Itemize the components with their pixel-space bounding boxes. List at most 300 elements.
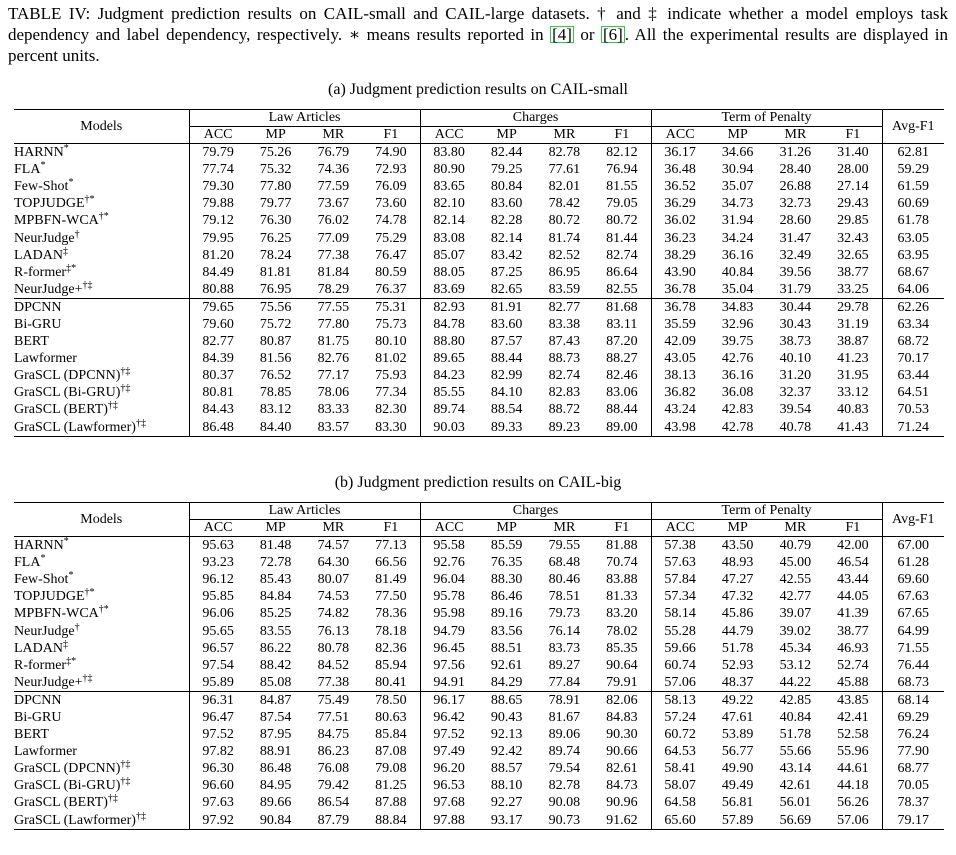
- metric-value: 31.95: [824, 367, 882, 384]
- metric-value: 82.10: [433, 196, 465, 212]
- table-row: [14, 195, 944, 212]
- metric-value: 58.41: [664, 761, 696, 777]
- model-name: [14, 333, 189, 350]
- metric-value: 87.25: [490, 264, 523, 280]
- metric-value: 43.90: [664, 264, 696, 280]
- header-metric-acc: ACC: [203, 127, 233, 142]
- metric-value: 80.88: [202, 281, 234, 297]
- model-name: [14, 709, 189, 726]
- model-name: [14, 195, 189, 212]
- metric-value: 55.96: [824, 743, 882, 760]
- header-metric-mr: MR: [784, 127, 807, 142]
- metric-value: 93.23: [202, 555, 234, 571]
- metric-value: 39.75: [721, 334, 754, 350]
- metric-value: 86.23: [317, 744, 350, 760]
- model-name-text: Bi-GRU: [14, 709, 62, 725]
- metric-value: 82.44: [478, 144, 536, 162]
- metric-value: 59.66: [664, 640, 696, 656]
- metric-value: 84.87: [247, 691, 305, 709]
- model-name-text: Few-Shot: [14, 179, 69, 195]
- metric-value: 76.35: [490, 555, 523, 571]
- metric-value: 96.45: [433, 640, 465, 656]
- metric-value: 88.44: [593, 401, 651, 418]
- model-name: [14, 144, 189, 162]
- metric-value: 32.96: [721, 316, 754, 332]
- metric-value: 33.12: [824, 384, 882, 401]
- metric-value: 86.95: [548, 264, 581, 280]
- metric-value: 44.18: [824, 777, 882, 794]
- metric-value: 70.05: [897, 778, 930, 794]
- metric-value: 97.52: [202, 727, 234, 743]
- metric-value: 59.29: [897, 162, 930, 178]
- metric-value: 75.26: [247, 144, 305, 162]
- metric-value: 38.77: [824, 622, 882, 639]
- metric-value: 76.44: [897, 657, 930, 673]
- metric-value: 39.07: [779, 606, 812, 622]
- table-row: [14, 333, 944, 350]
- metric-value: 30.94: [721, 162, 754, 178]
- metric-value: 84.73: [593, 777, 651, 794]
- metric-value: 78.42: [548, 196, 581, 212]
- metric-value: 53.89: [721, 727, 754, 743]
- model-name-text: GraSCL (Bi-GRU): [14, 385, 121, 401]
- metric-value: 97.49: [433, 744, 465, 760]
- metric-value: 55.66: [779, 744, 812, 760]
- metric-value: 83.60: [490, 316, 523, 332]
- table-row: [14, 161, 944, 178]
- table-row: [14, 657, 944, 674]
- metric-value: 52.93: [721, 657, 754, 673]
- metric-value: 95.89: [202, 674, 234, 690]
- table-row: [14, 726, 944, 743]
- metric-value: 45.86: [721, 606, 754, 622]
- metric-value: 87.95: [259, 727, 292, 743]
- model-dependency-mark: †*: [98, 604, 109, 616]
- metric-value: 80.63: [362, 709, 420, 726]
- metric-value: 29.43: [824, 195, 882, 212]
- metric-value: 97.68: [433, 795, 465, 811]
- model-name-text: DPCNN: [14, 299, 62, 315]
- results-table-cail-small: [14, 109, 944, 437]
- metric-value: 62.26: [882, 298, 944, 316]
- table-row: [14, 588, 944, 605]
- header-models: Models: [14, 503, 189, 537]
- metric-value: 97.52: [433, 727, 465, 743]
- table-row: [14, 537, 944, 555]
- metric-value: 79.60: [202, 316, 234, 332]
- model-dependency-mark: *: [68, 177, 74, 189]
- metric-value: 85.59: [478, 537, 536, 555]
- metric-value: 83.60: [490, 196, 523, 212]
- header-metric-f1: F1: [593, 520, 651, 537]
- model-name-text: MPBFN-WCA: [14, 606, 99, 622]
- metric-value: 43.50: [709, 537, 767, 555]
- metric-value: 83.88: [593, 571, 651, 588]
- metric-value: 77.84: [548, 674, 581, 690]
- metric-value: 96.20: [433, 761, 465, 777]
- header-metric-mr: MR: [553, 127, 576, 142]
- metric-value: 75.72: [259, 316, 292, 332]
- model-dependency-mark: †*: [84, 587, 95, 599]
- metric-value: 76.13: [317, 623, 350, 639]
- metric-value: 28.40: [779, 162, 812, 178]
- model-dependency-mark: *: [40, 553, 46, 565]
- metric-value: 29.85: [824, 212, 882, 229]
- metric-value: 31.94: [721, 213, 754, 229]
- metric-value: 76.02: [317, 213, 350, 229]
- metric-value: 77.74: [202, 162, 234, 178]
- metric-value: 83.42: [490, 247, 523, 263]
- metric-value: 64.58: [664, 795, 696, 811]
- metric-value: 87.54: [259, 709, 292, 725]
- metric-value: 78.02: [593, 622, 651, 639]
- metric-value: 89.33: [478, 419, 536, 437]
- metric-value: 81.91: [478, 298, 536, 316]
- metric-value: 95.63: [189, 537, 247, 555]
- metric-value: 88.91: [259, 744, 292, 760]
- metric-value: 49.90: [721, 761, 754, 777]
- metric-value: 75.56: [247, 298, 305, 316]
- metric-value: 90.73: [536, 812, 594, 830]
- metric-value: 88.30: [490, 572, 523, 588]
- metric-value: 58.07: [664, 778, 696, 794]
- metric-value: 31.79: [779, 281, 812, 297]
- metric-value: 84.84: [259, 589, 292, 605]
- model-dependency-mark: *: [68, 570, 74, 582]
- metric-value: 35.04: [721, 281, 754, 297]
- metric-value: 47.61: [721, 709, 754, 725]
- metric-value: 72.78: [259, 555, 292, 571]
- table-row: [14, 247, 944, 264]
- metric-value: 79.05: [593, 195, 651, 212]
- metric-value: 36.82: [664, 385, 696, 401]
- metric-value: 36.23: [664, 230, 696, 246]
- metric-value: 32.37: [779, 385, 812, 401]
- metric-value: 78.29: [317, 281, 350, 297]
- metric-value: 72.93: [362, 161, 420, 178]
- model-name: [14, 367, 189, 384]
- model-name-text: GraSCL (DPCNN): [14, 761, 121, 777]
- metric-value: 88.42: [259, 657, 292, 673]
- citation-link-4[interactable]: [4]: [552, 25, 572, 44]
- metric-value: 88.72: [548, 402, 581, 418]
- table-row: [14, 367, 944, 384]
- model-name: [14, 281, 189, 299]
- metric-value: 88.73: [548, 351, 581, 367]
- subtable-a-caption: (a) Judgment prediction results on CAIL-small: [328, 81, 628, 98]
- metric-value: 53.12: [779, 657, 812, 673]
- metric-value: 82.99: [490, 368, 523, 384]
- model-dependency-mark: †‡: [120, 383, 131, 395]
- model-dependency-mark: †‡: [135, 417, 146, 429]
- metric-value: 80.07: [317, 572, 350, 588]
- model-dependency-mark: †‡: [120, 366, 131, 378]
- metric-value: 79.30: [202, 179, 234, 195]
- metric-value: 87.20: [593, 333, 651, 350]
- metric-value: 96.17: [420, 691, 478, 709]
- model-name: [14, 760, 189, 777]
- metric-value: 79.55: [536, 537, 594, 555]
- metric-value: 81.56: [259, 351, 292, 367]
- metric-value: 76.47: [362, 247, 420, 264]
- metric-value: 43.98: [651, 419, 709, 437]
- model-name: [14, 298, 189, 316]
- metric-value: 57.84: [664, 572, 696, 588]
- metric-value: 88.51: [490, 640, 523, 656]
- model-name-text: R-former: [14, 264, 67, 280]
- metric-value: 90.66: [593, 743, 651, 760]
- table-row: [14, 691, 944, 709]
- metric-value: 75.93: [362, 367, 420, 384]
- header-models: Models: [14, 110, 189, 144]
- metric-value: 81.02: [362, 350, 420, 367]
- metric-value: 92.27: [490, 795, 523, 811]
- metric-value: 90.30: [593, 726, 651, 743]
- metric-value: 87.88: [362, 794, 420, 811]
- metric-value: 92.13: [490, 727, 523, 743]
- metric-value: 92.42: [490, 744, 523, 760]
- metric-value: 71.24: [882, 419, 944, 437]
- metric-value: 83.80: [420, 144, 478, 162]
- metric-value: 76.09: [362, 178, 420, 195]
- metric-value: 77.80: [259, 179, 292, 195]
- metric-value: 88.44: [490, 351, 523, 367]
- metric-value: 77.09: [317, 230, 350, 246]
- metric-value: 42.55: [779, 572, 812, 588]
- model-dependency-mark: †‡: [107, 400, 118, 412]
- metric-value: 36.08: [721, 385, 754, 401]
- metric-value: 76.95: [259, 281, 292, 297]
- metric-value: 82.76: [317, 351, 350, 367]
- metric-value: 56.77: [721, 744, 754, 760]
- metric-value: 82.74: [593, 247, 651, 264]
- metric-value: 38.87: [824, 333, 882, 350]
- metric-value: 51.78: [721, 640, 754, 656]
- metric-value: 79.79: [189, 144, 247, 162]
- table-row: [14, 760, 944, 777]
- metric-value: 30.43: [779, 316, 812, 332]
- table-row: [14, 212, 944, 229]
- metric-value: 57.63: [664, 555, 696, 571]
- metric-value: 68.73: [897, 674, 930, 690]
- metric-value: 86.54: [317, 795, 350, 811]
- metric-value: 83.33: [317, 402, 350, 418]
- metric-value: 95.65: [202, 623, 234, 639]
- metric-value: 77.34: [362, 384, 420, 401]
- header-group-1: Charges: [420, 110, 651, 127]
- metric-value: 82.77: [202, 334, 234, 350]
- metric-value: 76.37: [362, 281, 420, 299]
- model-name: [14, 161, 189, 178]
- metric-value: 79.42: [317, 778, 350, 794]
- metric-value: 64.30: [317, 555, 350, 571]
- metric-value: 63.44: [897, 368, 930, 384]
- header-metric-acc: ACC: [665, 127, 695, 142]
- metric-value: 80.37: [202, 368, 234, 384]
- model-name-text: MPBFN-WCA: [14, 213, 99, 229]
- table-row: [14, 401, 944, 418]
- metric-value: 29.78: [824, 298, 882, 316]
- metric-value: 57.06: [824, 812, 882, 830]
- metric-value: 80.87: [259, 334, 292, 350]
- metric-value: 35.07: [721, 179, 754, 195]
- metric-value: 96.30: [202, 761, 234, 777]
- metric-value: 79.77: [259, 196, 292, 212]
- model-dependency-mark: *: [63, 143, 69, 155]
- metric-value: 32.49: [779, 247, 812, 263]
- metric-value: 97.88: [420, 812, 478, 830]
- model-name: [14, 640, 189, 657]
- metric-value: 89.65: [433, 351, 465, 367]
- metric-value: 36.02: [664, 213, 696, 229]
- metric-value: 49.22: [709, 691, 767, 709]
- metric-value: 79.17: [882, 812, 944, 830]
- metric-value: 67.00: [882, 537, 944, 555]
- metric-value: 79.54: [548, 761, 581, 777]
- metric-value: 40.83: [824, 401, 882, 418]
- metric-value: 82.30: [362, 401, 420, 418]
- header-group-2: Term of Penalty: [651, 503, 882, 520]
- metric-value: 80.84: [490, 179, 523, 195]
- metric-value: 47.27: [721, 572, 754, 588]
- metric-value: 39.54: [779, 402, 812, 418]
- metric-value: 75.31: [362, 298, 420, 316]
- model-dependency-mark: †‡: [107, 793, 118, 805]
- header-group-2: Term of Penalty: [651, 110, 882, 127]
- model-name-text: GraSCL (BERT): [14, 795, 108, 811]
- metric-value: 41.23: [824, 350, 882, 367]
- metric-value: 78.50: [362, 691, 420, 709]
- model-name: [14, 691, 189, 709]
- metric-value: 84.78: [433, 316, 465, 332]
- metric-value: 82.14: [490, 230, 523, 246]
- metric-value: 69.60: [897, 572, 930, 588]
- table-caption: [8, 3, 948, 66]
- model-name: [14, 178, 189, 195]
- model-name-text: BERT: [14, 727, 49, 743]
- header-metric-f1: F1: [824, 520, 882, 537]
- metric-value: 69.29: [897, 709, 930, 725]
- metric-value: 45.00: [779, 555, 812, 571]
- model-name: [14, 743, 189, 760]
- table-row: [14, 316, 944, 333]
- metric-value: 84.52: [317, 657, 350, 673]
- table-row: [14, 777, 944, 794]
- metric-value: 64.51: [897, 385, 930, 401]
- metric-value: 84.43: [202, 402, 234, 418]
- metric-value: 70.74: [593, 554, 651, 571]
- metric-value: 96.06: [202, 606, 234, 622]
- metric-value: 75.73: [362, 316, 420, 333]
- model-name-text: LADAN: [14, 247, 63, 263]
- metric-value: 96.53: [433, 778, 465, 794]
- model-name: [14, 588, 189, 605]
- table-row: [14, 812, 944, 830]
- metric-value: 81.20: [202, 247, 234, 263]
- metric-value: 93.17: [478, 812, 536, 830]
- model-dependency-mark: †*: [98, 211, 109, 223]
- metric-value: 83.55: [259, 623, 292, 639]
- metric-value: 60.69: [897, 196, 930, 212]
- metric-value: 57.06: [664, 674, 696, 690]
- table-row: [14, 144, 944, 162]
- model-name: [14, 537, 189, 555]
- metric-value: 48.93: [721, 555, 754, 571]
- header-metric-mp: MP: [265, 520, 286, 535]
- metric-value: 45.34: [779, 640, 812, 656]
- metric-value: 36.78: [664, 281, 696, 297]
- metric-value: 95.85: [202, 589, 234, 605]
- metric-value: 86.48: [259, 761, 292, 777]
- metric-value: 36.48: [664, 162, 696, 178]
- metric-value: 81.55: [593, 178, 651, 195]
- model-name: [14, 657, 189, 674]
- metric-value: 31.47: [779, 230, 812, 246]
- metric-value: 68.77: [897, 761, 930, 777]
- model-name: [14, 316, 189, 333]
- metric-value: 88.57: [490, 761, 523, 777]
- metric-value: 36.17: [651, 144, 709, 162]
- metric-value: 80.78: [317, 640, 350, 656]
- metric-value: 89.66: [259, 795, 292, 811]
- metric-value: 85.43: [259, 572, 292, 588]
- metric-value: 81.33: [593, 588, 651, 605]
- metric-value: 85.55: [433, 385, 465, 401]
- table-row: [14, 229, 944, 246]
- model-name-text: BERT: [14, 334, 49, 350]
- model-name-text: NeurJudge: [14, 230, 75, 246]
- model-dependency-mark: †*: [84, 194, 95, 206]
- metric-value: 78.91: [536, 691, 594, 709]
- metric-value: 38.13: [664, 368, 696, 384]
- header-metric-mp: MP: [265, 127, 286, 142]
- metric-value: 41.43: [824, 419, 882, 437]
- table-row: [14, 298, 944, 316]
- metric-value: 32.73: [779, 196, 812, 212]
- header-metric-mr: MR: [784, 520, 807, 535]
- header-metric-mr: MR: [322, 520, 345, 535]
- model-dependency-mark: †: [74, 621, 80, 633]
- metric-value: 79.88: [202, 196, 234, 212]
- model-dependency-mark: *: [40, 160, 46, 172]
- metric-value: 26.88: [779, 179, 812, 195]
- metric-value: 76.24: [897, 727, 930, 743]
- metric-value: 65.60: [651, 812, 709, 830]
- metric-value: 79.95: [202, 230, 234, 246]
- metric-value: 43.85: [824, 691, 882, 709]
- metric-value: 47.32: [721, 589, 754, 605]
- metric-value: 51.78: [779, 727, 812, 743]
- metric-value: 85.07: [433, 247, 465, 263]
- model-dependency-mark: ‡: [63, 245, 68, 257]
- metric-value: 80.90: [433, 162, 465, 178]
- metric-value: 77.55: [305, 298, 363, 316]
- model-dependency-mark: †: [74, 228, 80, 240]
- metric-value: 34.66: [709, 144, 767, 162]
- header-metric-acc: ACC: [434, 520, 464, 535]
- metric-value: 77.59: [317, 179, 350, 195]
- metric-value: 88.84: [362, 812, 420, 830]
- metric-value: 68.48: [548, 555, 581, 571]
- metric-value: 39.02: [779, 623, 812, 639]
- metric-value: 82.46: [593, 367, 651, 384]
- metric-value: 82.93: [420, 298, 478, 316]
- model-name-text: HARNN: [14, 145, 64, 161]
- metric-value: 77.38: [317, 247, 350, 263]
- citation-link-6[interactable]: [6]: [602, 25, 623, 44]
- metric-value: 68.14: [882, 691, 944, 709]
- metric-value: 79.65: [189, 298, 247, 316]
